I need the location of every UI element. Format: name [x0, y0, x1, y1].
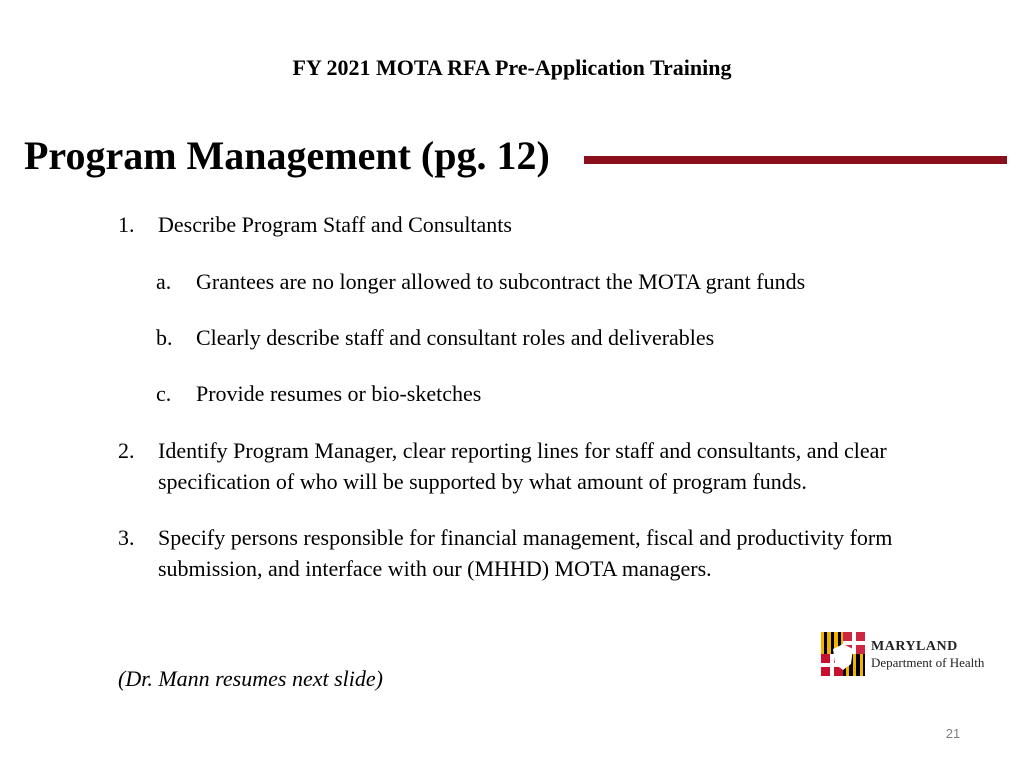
list-item-text: Describe Program Staff and Consultants: [158, 212, 512, 237]
slide-note: (Dr. Mann resumes next slide): [118, 666, 383, 691]
sub-list-item-text: Provide resumes or bio-sketches: [196, 381, 482, 406]
sub-list-item-letter: c.: [156, 381, 172, 406]
sub-list-item-letter: a.: [156, 269, 172, 294]
list-item-number: 1.: [118, 212, 135, 237]
sub-list-item-text: Grantees are no longer allowed to subcontract the MOTA grant funds: [196, 269, 806, 294]
sub-list-item-letter: b.: [156, 325, 173, 350]
sub-list-item-text: Clearly describe staff and consultant roles and deliverables: [196, 325, 715, 350]
list-item-text: Identify Program Manager, clear reporting lines for staff and consultants, and clear specification of who will be supported by what amount of program funds.: [158, 438, 887, 494]
slide-title: Program Management (pg. 12): [24, 133, 550, 178]
maryland-flag-icon: [821, 632, 865, 676]
maryland-department-of-health-logo: [821, 630, 1003, 678]
page-number: 21: [945, 726, 961, 741]
slide-header: FY 2021 MOTA RFA Pre-Application Training: [292, 55, 732, 80]
title-underline-rule: [584, 156, 1007, 164]
logo-text-maryland: MARYLAND: [871, 639, 958, 654]
list-item-number: 3.: [118, 525, 135, 550]
list-item-number: 2.: [118, 438, 135, 463]
logo-text-department: Department of Health: [871, 655, 985, 670]
list-item-text: Specify persons responsible for financial management, fiscal and productivity form submission, and interface with our (MHHD) MOTA managers.: [158, 525, 893, 581]
